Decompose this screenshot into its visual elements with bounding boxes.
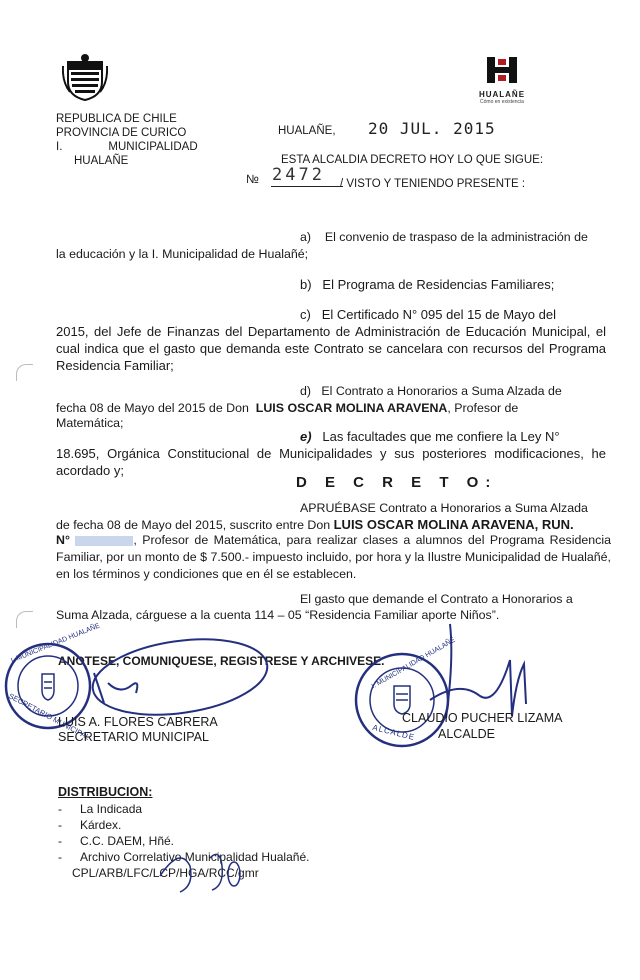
decree-date: 20 JUL. 2015	[368, 119, 496, 138]
handwritten-mark	[150, 836, 250, 896]
consideration-b	[300, 276, 554, 293]
decree-number-mark: №	[246, 172, 259, 186]
muni-prefix: I.	[56, 141, 63, 153]
letterhead-province: PROVINCIA DE CURICO	[56, 127, 187, 139]
punch-hole-mark	[16, 611, 33, 628]
mayor-stamp-top: I. MUNICIPALIDAD HUALAÑE	[370, 636, 457, 691]
consideration-c-label: c)	[300, 307, 311, 322]
secretary-stamp-bottom: SECRETARIO MUNICIPAL	[7, 691, 92, 742]
logo-text: HUALAÑE	[478, 90, 526, 99]
distribution-item: - Kárdex.	[58, 818, 122, 832]
decree-p1-body	[56, 532, 611, 583]
logo-tagline: Cómo en existencia	[480, 99, 524, 105]
consideration-d-label: d)	[300, 384, 312, 398]
consideration-e-cont: 18.695, Orgánica Constitucional de Municipalidades y sus posteriores modificaciones, he acordado y;	[56, 446, 606, 478]
consideration-d-text: El Contrato a Honorarios a Suma Alzada de	[321, 384, 562, 398]
decree-heading: D E C R E T O:	[296, 474, 498, 491]
intro-line: ESTA ALCALDIA DECRETO HOY LO QUE SIGUE:	[281, 154, 544, 166]
consideration-e	[300, 428, 606, 445]
decree-p1-first: APRUÉBASE Contrato a Honorarios a Suma Alzada	[300, 501, 588, 515]
hualane-logo	[476, 55, 528, 107]
consideration-c-text: El Certificado N° 095 del 15 de Mayo del	[321, 307, 556, 322]
coat-of-arms-logo	[62, 52, 108, 102]
consideration-d-text3: , Profesor de	[447, 401, 519, 415]
consideration-d-line2	[56, 400, 606, 417]
mayor-stamp-bottom: ALCALDE	[371, 722, 416, 743]
decree-number: 2472	[272, 165, 325, 185]
consideration-b-text: El Programa de Residencias Familiares;	[322, 277, 555, 292]
consideration-a-text: El convenio de traspaso de la administración de	[324, 230, 588, 244]
consideration-d-line3: Matemática;	[56, 416, 124, 430]
distribution-item: - C.C. DAEM, Hñé.	[58, 834, 175, 848]
secretary-signature	[80, 635, 270, 720]
punch-hole-mark	[16, 364, 33, 381]
letterhead	[56, 112, 198, 168]
place-label: HUALAÑE,	[278, 125, 336, 137]
decree-p1-text: de fecha 08 de Mayo del 2015, suscrito entre Don	[56, 518, 331, 532]
visto-line: / VISTO Y TENIENDO PRESENTE :	[340, 178, 526, 190]
secretary-name: LUIS A. FLORES CABRERA	[58, 715, 218, 729]
consideration-d-text2: fecha 08 de Mayo del 2015 de Don	[56, 401, 249, 415]
closing-line: ANOTESE, COMUNIQUESE, REGISTRESE Y ARCHIVESE.	[58, 654, 385, 668]
consideration-a	[300, 229, 604, 246]
consideration-b-label: b)	[300, 277, 312, 292]
letterhead-country: REPUBLICA DE CHILE	[56, 113, 177, 125]
rut-prefix: N°	[56, 533, 70, 547]
decree-p1-rest: , Profesor de Matemática, para realizar clases a alumnos del Programa Residencia Familiar, por un monto de $ 7.500.- impuesto incluido, por hora y la Ilustre Municipalidad de Hualañé, en los términos y condiciones que en él se establecen.	[56, 533, 611, 581]
letterhead-city: HUALAÑE	[74, 155, 129, 167]
decree-number-underline	[271, 186, 343, 187]
consideration-a-label: a)	[300, 230, 312, 244]
secretary-title: SECRETARIO MUNICIPAL	[58, 730, 209, 744]
initials: CPL/ARB/LFC/LCP/HGA/RCC/gmr	[72, 866, 259, 880]
letterhead-municipality	[56, 140, 198, 154]
consideration-e-label: e)	[300, 429, 312, 444]
mayor-name: CLAUDIO PUCHER LIZAMA	[402, 711, 563, 725]
distribution-title: DISTRIBUCION:	[58, 785, 153, 799]
consideration-c	[300, 306, 606, 323]
secretary-stamp-top: I. MUNICIPALIDAD HUALAÑE	[10, 622, 102, 665]
consideration-e-text: Las facultades que me confiere la Ley N°	[322, 429, 560, 444]
contractor-name: LUIS OSCAR MOLINA ARAVENA	[255, 401, 448, 415]
decree-contractor-name: LUIS OSCAR MOLINA ARAVENA, RUN.	[333, 517, 574, 532]
consideration-c-cont: 2015, del Jefe de Finanzas del Departamento de Administración de Educación Municipal, el cual indica que el gasto que demanda este Contrato se cancelara con recursos del Programa Residencia Familiar;	[56, 324, 606, 373]
distribution-item: - La Indicada	[58, 802, 143, 816]
muni-name: MUNICIPALIDAD	[108, 141, 198, 153]
decree-p2-cont: Suma Alzada, cárguese a la cuenta 114 – 05 “Residencia Familiar aporte Niños”.	[56, 608, 500, 622]
decree-p2-first: El gasto que demande el Contrato a Honorarios a	[300, 592, 573, 606]
distribution-item: - Archivo Correlativo Municipalidad Hualañé.	[58, 850, 310, 864]
mayor-title: ALCALDE	[438, 727, 495, 741]
consideration-d	[300, 383, 606, 400]
rut-redacted	[75, 536, 133, 546]
consideration-a-cont: la educación y la I. Municipalidad de Hualañé;	[56, 247, 309, 261]
